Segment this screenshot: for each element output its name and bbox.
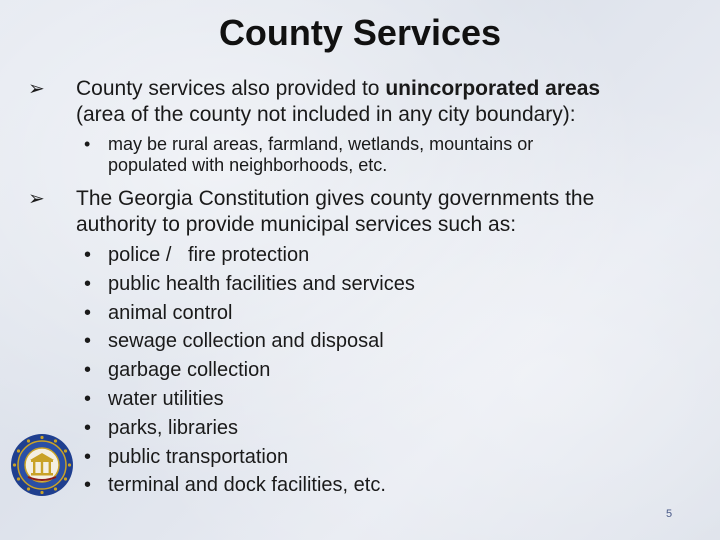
sub-bullet-1 bbox=[84, 134, 684, 176]
bullet-point-2 bbox=[28, 186, 696, 238]
arrow-bullet-icon: ➢ bbox=[28, 78, 45, 100]
bullet-dot-icon: • bbox=[84, 416, 92, 439]
service-label: public transportation bbox=[108, 445, 289, 468]
page-number: 5 bbox=[666, 508, 673, 520]
bullet-dot-icon: • bbox=[84, 474, 92, 497]
service-label: police / fire protection bbox=[108, 244, 310, 266]
bullet-dot-icon: • bbox=[84, 244, 92, 266]
slide-title: County Services bbox=[218, 12, 502, 53]
list-item bbox=[84, 270, 415, 299]
bullet-dot-icon: • bbox=[84, 445, 92, 468]
list-item bbox=[84, 414, 415, 443]
service-label: sewage collection and disposal bbox=[108, 330, 384, 353]
bullet-dot-icon: • bbox=[84, 387, 92, 410]
point-2-line-2: authority to provide municipal services such as: bbox=[76, 213, 517, 236]
bullet-dot-icon: • bbox=[84, 301, 92, 324]
list-item bbox=[84, 356, 415, 385]
bullet-dot-icon: • bbox=[84, 330, 92, 353]
bullet-point-1 bbox=[28, 76, 696, 128]
point-1-line-2: (area of the county not included in any city boundary): bbox=[76, 103, 576, 126]
services-list bbox=[84, 241, 415, 500]
list-item bbox=[84, 385, 415, 414]
arrow-bullet-icon: ➢ bbox=[28, 188, 45, 210]
service-label: animal control bbox=[108, 301, 233, 324]
service-label: garbage collection bbox=[108, 359, 271, 382]
list-item bbox=[84, 471, 415, 500]
bullet-dot-icon: • bbox=[84, 359, 92, 382]
service-label: water utilities bbox=[108, 387, 224, 410]
point-1-bold: unincorporated areas bbox=[385, 77, 601, 100]
georgia-state-seal-icon bbox=[10, 433, 74, 497]
point-2-line-1: The Georgia Constitution gives county governments the bbox=[76, 187, 595, 210]
point-1-text: County services also provided to bbox=[76, 77, 386, 100]
service-label: parks, libraries bbox=[108, 416, 239, 439]
sub-bullet-1-line-2: populated with neighborhoods, etc. bbox=[108, 155, 388, 175]
list-item bbox=[84, 327, 415, 356]
list-item bbox=[84, 241, 415, 270]
bullet-dot-icon: • bbox=[84, 134, 91, 154]
sub-bullet-1-line-1: may be rural areas, farmland, wetlands, mountains or bbox=[108, 134, 534, 154]
list-item bbox=[84, 299, 415, 328]
service-label: public health facilities and services bbox=[108, 272, 415, 295]
service-label: terminal and dock facilities, etc. bbox=[108, 474, 386, 497]
bullet-dot-icon: • bbox=[84, 272, 92, 295]
list-item bbox=[84, 443, 415, 472]
